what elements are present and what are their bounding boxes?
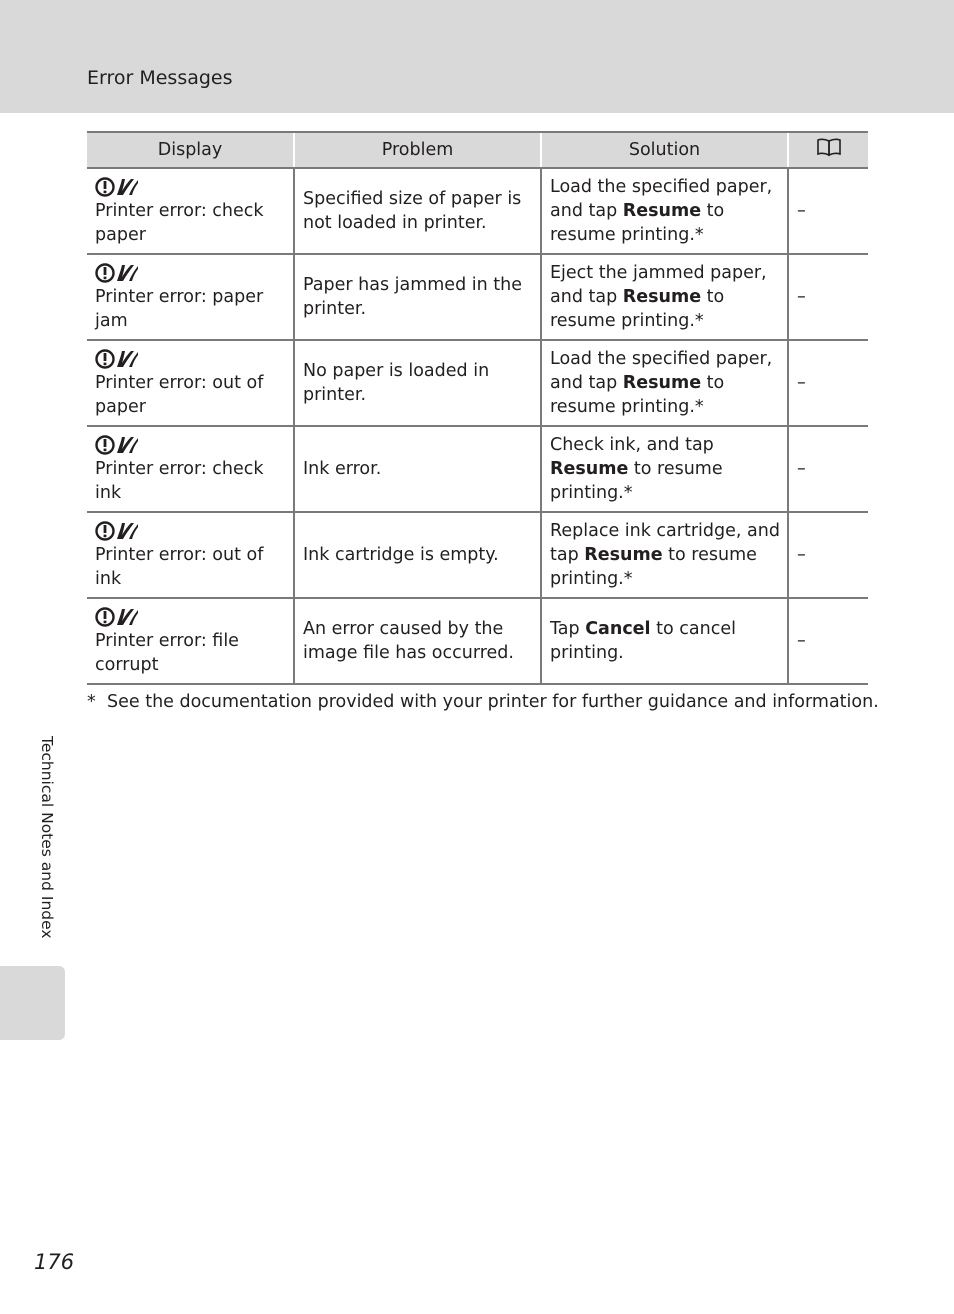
problem-text: Specified size of paper is not loaded in printer. <box>303 189 522 233</box>
reference-cell <box>788 340 868 426</box>
header-band <box>0 0 954 113</box>
display-text: Printer error: out of ink <box>95 544 264 589</box>
solution-cell <box>541 168 788 254</box>
display-cell <box>87 340 294 426</box>
table-row <box>87 512 868 598</box>
problem-cell <box>294 598 541 684</box>
column-header-display: Display <box>87 132 294 168</box>
reference-cell <box>788 254 868 340</box>
footnote-text: See the documentation provided with your printer for further guidance and information. <box>107 692 879 712</box>
reference-text: – <box>797 545 806 565</box>
column-header-solution: Solution <box>541 132 788 168</box>
problem-text: No paper is loaded in printer. <box>303 361 490 405</box>
problem-text: Paper has jammed in the printer. <box>303 275 522 319</box>
solution-text-after: to resume printing.* <box>550 373 725 417</box>
solution-button-name: Cancel <box>585 619 651 639</box>
solution-button-name: Resume <box>622 373 702 393</box>
section-title: Error Messages <box>87 67 233 89</box>
solution-text-after: to resume printing.* <box>550 201 725 245</box>
solution-cell <box>541 254 788 340</box>
solution-button-name: Resume <box>622 287 702 307</box>
problem-text: Ink cartridge is empty. <box>303 545 499 565</box>
solution-cell <box>541 598 788 684</box>
display-cell <box>87 168 294 254</box>
side-tab-label: Technical Notes and Index <box>38 736 56 939</box>
problem-cell <box>294 168 541 254</box>
solution-text-before: Eject the jammed paper, and tap <box>550 263 767 307</box>
side-tab <box>0 966 65 1040</box>
display-text: Printer error: paper jam <box>95 286 264 331</box>
printer-error-icon <box>95 176 293 198</box>
page-number: 176 <box>34 1250 75 1274</box>
solution-text-before: Load the specified paper, and tap <box>550 177 773 221</box>
display-text: Printer error: out of paper <box>95 372 264 417</box>
problem-cell <box>294 254 541 340</box>
reference-cell <box>788 426 868 512</box>
solution-text-before: Replace ink cartridge, and tap <box>550 521 780 565</box>
table-row <box>87 598 868 684</box>
solution-text-before: Load the specified paper, and tap <box>550 349 773 393</box>
printer-error-icon <box>95 520 293 542</box>
column-header-problem: Problem <box>294 132 541 168</box>
display-cell <box>87 254 294 340</box>
reference-text: – <box>797 201 806 221</box>
table-row <box>87 254 868 340</box>
printer-error-icon <box>95 434 293 456</box>
printer-error-icon <box>95 262 293 284</box>
solution-button-name: Resume <box>622 201 702 221</box>
table-row <box>87 340 868 426</box>
solution-button-name: Resume <box>584 545 663 565</box>
table-row <box>87 426 868 512</box>
reference-cell <box>788 598 868 684</box>
reference-text: – <box>797 459 806 479</box>
error-messages-table <box>87 131 868 685</box>
problem-cell <box>294 512 541 598</box>
solution-cell <box>541 340 788 426</box>
problem-cell <box>294 340 541 426</box>
solution-text-after: to cancel printing. <box>550 619 736 663</box>
display-cell <box>87 598 294 684</box>
problem-text: Ink error. <box>303 459 382 479</box>
solution-text-after: to resume printing.* <box>550 545 757 589</box>
problem-text: An error caused by the image file has occurred. <box>303 619 514 663</box>
solution-cell <box>541 426 788 512</box>
solution-text-before: Tap <box>550 619 586 639</box>
solution-button-name: Resume <box>550 459 629 479</box>
display-cell <box>87 426 294 512</box>
table-row <box>87 168 868 254</box>
reference-text: – <box>797 287 806 307</box>
printer-error-icon <box>95 606 293 628</box>
solution-text-before: Check ink, and tap <box>550 435 714 455</box>
reference-cell <box>788 512 868 598</box>
solution-cell <box>541 512 788 598</box>
display-text: Printer error: check paper <box>95 200 264 245</box>
footnote <box>87 690 879 714</box>
display-text: Printer error: file corrupt <box>95 630 239 675</box>
display-text: Printer error: check ink <box>95 458 264 503</box>
footnote-mark: * <box>87 692 96 712</box>
printer-error-icon <box>95 348 293 370</box>
solution-text-after: to resume printing.* <box>550 287 725 331</box>
column-header-reference <box>788 132 868 168</box>
reference-text: – <box>797 631 806 651</box>
display-cell <box>87 512 294 598</box>
book-icon <box>816 137 842 164</box>
problem-cell <box>294 426 541 512</box>
reference-cell <box>788 168 868 254</box>
reference-text: – <box>797 373 806 393</box>
solution-text-after: to resume printing.* <box>550 459 723 503</box>
table-header-row <box>87 132 868 168</box>
